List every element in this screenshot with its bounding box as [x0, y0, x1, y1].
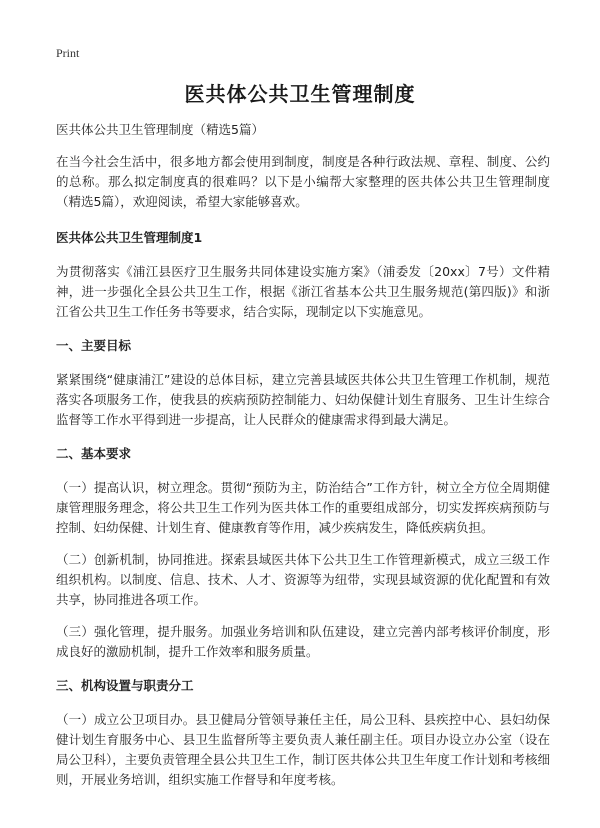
requirements-heading: 二、基本要求: [56, 446, 132, 461]
section-heading-1: 医共体公共卫生管理制度1: [56, 230, 203, 245]
organization-heading: 三、机构设置与职责分工: [56, 678, 194, 693]
page-title: 医共体公共卫生管理制度: [184, 82, 416, 106]
document-body: [56, 120, 550, 804]
intro-paragraph: 在当今社会生活中，很多地方都会使用到制度，制度是各种行政法规、章程、制度、公约的总称。那么拟定制度真的很难吗？以下是小编帮大家整理的医共体公共卫生管理制度（精选5篇），欢迎阅读，希望大家能够喜欢。: [56, 154, 550, 209]
organization-paragraph-1: （一）成立公卫项目办。县卫健局分管领导兼任主任，局公卫科、县疾控中心、县妇幼保健计划生育服务中心、县卫生监督所等主要负责人兼任副主任。项目办设立办公室（设在局公卫科），主要负责管理全县公共卫生工作，制订医共体公共卫生年度工作计划和考核细则，开展业务培训，组织实施工作督导和年度考核。: [56, 712, 550, 787]
requirement-paragraph-2: （二）创新机制，协同推进。探索县域医共体下公共卫生工作管理新模式，成立三级工作组织机构。以制度、信息、技术、人才、资源等为纽带，实现县域资源的优化配置和有效共享，协同推进各项工作。: [56, 552, 550, 607]
requirement-paragraph-1: （一）提高认识，树立理念。贯彻“预防为主，防治结合”工作方针，树立全方位全周期健康管理服务理念，将公共卫生工作列为医共体工作的重要组成部分，切实发挥疾病预防与控制、妇幼保健、计划生育、健康教育等作用，减少疾病发生，降低疾病负担。: [56, 480, 550, 535]
requirement-paragraph-3: （三）强化管理，提升服务。加强业务培训和队伍建设，建立完善内部考核评价制度，形成良好的激励机制，提升工作效率和服务质量。: [56, 624, 550, 659]
section1-intro-paragraph: 为贯彻落实《浦江县医疗卫生服务共同体建设实施方案》（浦委发〔20xx〕7号）文件精神，进一步强化全县公共卫生工作，根据《浙江省基本公共卫生服务规范(第四版)》和浙江省公共卫生工作任务书等要求，结合实际，现制定以下实施意见。: [56, 264, 550, 319]
goal-heading: 一、主要目标: [56, 338, 132, 353]
print-link[interactable]: Print: [56, 46, 80, 60]
document-subtitle: 医共体公共卫生管理制度（精选5篇）: [56, 122, 264, 137]
goal-paragraph: 紧紧围绕“健康浦江”建设的总体目标，建立完善县域医共体公共卫生管理工作机制，规范落实各项服务工作，使我县的疾病预防控制能力、妇幼保健计划生育服务、卫生计生综合监督等工作水平得到进一步提高，让人民群众的健康需求得到最大满足。: [56, 372, 550, 427]
